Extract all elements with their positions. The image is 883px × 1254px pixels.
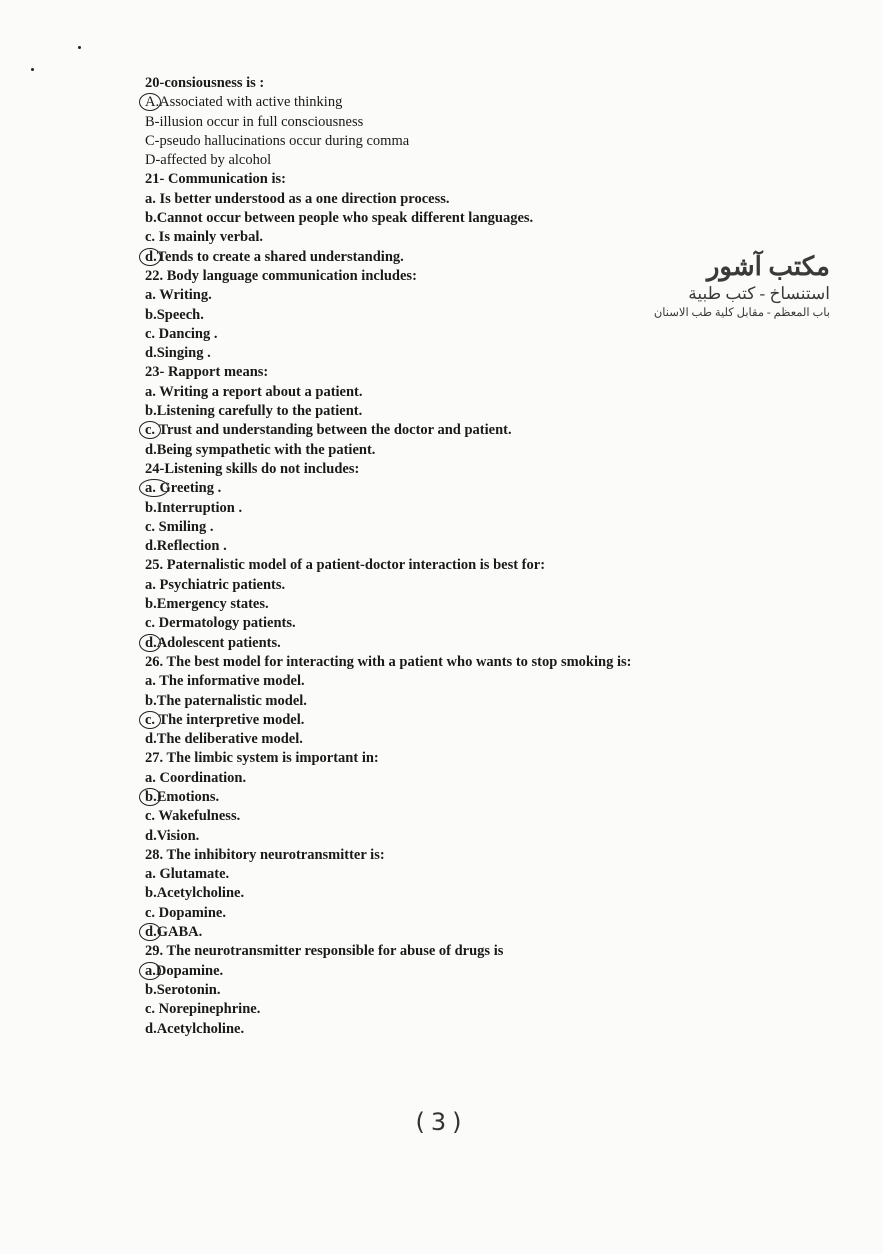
answer-circle-mark (139, 923, 161, 941)
answer-option-selected (145, 634, 845, 653)
option-marker: c. (145, 711, 156, 728)
answer-option-selected (145, 711, 845, 730)
answer-option: d.Vision. (145, 827, 200, 844)
question-stem: 22. Body language communication includes: (145, 267, 417, 284)
answer-option: D-affected by alcohol (145, 152, 272, 169)
option-text: Associated with active thinking (159, 94, 343, 111)
option-text: Emotions. (156, 788, 220, 805)
answer-option: C-pseudo hallucinations occur during comma (145, 132, 410, 149)
option-marker: d. (145, 924, 157, 941)
question-stem: 28. The inhibitory neurotransmitter is: (145, 846, 385, 863)
option-marker: d. (145, 248, 157, 265)
question-list (145, 74, 845, 1039)
answer-circle-mark (139, 248, 161, 266)
shop-stamp (630, 250, 830, 322)
answer-option-selected (145, 923, 845, 942)
answer-option: c. Norepinephrine. (145, 1001, 261, 1018)
answer-circle-mark (139, 788, 161, 806)
answer-option-selected (145, 962, 845, 981)
option-marker: b. (145, 788, 157, 805)
scan-speck (31, 68, 34, 71)
answer-option: b.Cannot occur between people who speak different languages. (145, 210, 534, 227)
question-stem: 25. Paternalistic model of a patient-doctor interaction is best for: (145, 557, 546, 574)
answer-option: c. Wakefulness. (145, 808, 241, 825)
stamp-address: باب المعظم - مقابل كلية طب الاسنان (653, 307, 830, 319)
answer-option: a. Writing. (145, 287, 212, 304)
option-text: Dopamine. (155, 962, 224, 979)
answer-option: a. Writing a report about a patient. (145, 383, 363, 400)
answer-option-selected (145, 421, 845, 440)
answer-option: a. Coordination. (145, 769, 247, 786)
answer-option: d.Singing . (145, 345, 211, 362)
question-stem: 23- Rapport means: (145, 364, 269, 381)
answer-option: d.Reflection . (145, 538, 227, 555)
answer-circle-mark (139, 711, 161, 729)
question-stem: 20-consiousness is : (145, 75, 265, 91)
stamp-shop-name: مكتب آشور (706, 252, 830, 281)
answer-option-selected (145, 93, 845, 112)
option-text: The interpretive model. (158, 711, 305, 728)
answer-option: b.Listening carefully to the patient. (145, 403, 363, 420)
answer-option: b.The paternalistic model. (145, 692, 307, 709)
question-stem: 21- Communication is: (145, 171, 286, 188)
option-text: GABA. (156, 924, 203, 941)
answer-option: a. Is better understood as a one direction process. (145, 190, 450, 207)
option-text: Greeting . (159, 480, 222, 497)
answer-option: d.The deliberative model. (145, 731, 303, 748)
option-marker: a. (145, 480, 156, 497)
option-marker: d. (145, 634, 157, 651)
option-marker: c. (145, 422, 156, 439)
answer-circle-mark (139, 634, 161, 652)
answer-option: c. Is mainly verbal. (145, 229, 264, 246)
answer-option: a. Glutamate. (145, 866, 230, 883)
page-number: (3) (415, 1108, 468, 1136)
answer-option-selected (145, 788, 845, 807)
answer-option: b.Acetylcholine. (145, 885, 245, 902)
answer-option: b.Emergency states. (145, 596, 269, 613)
question-stem: 27. The limbic system is important in: (145, 750, 379, 767)
answer-option: b.Interruption . (145, 499, 243, 516)
answer-option: b.Speech. (145, 306, 204, 323)
answer-option: a. The informative model. (145, 673, 305, 690)
question-stem: 26. The best model for interacting with a patient who wants to stop smoking is: (145, 653, 632, 670)
answer-option: c. Smiling . (145, 518, 214, 535)
answer-option: c. Dermatology patients. (145, 615, 296, 632)
option-text: Trust and understanding between the doctor and patient. (158, 422, 512, 439)
option-text: Tends to create a shared understanding. (156, 248, 404, 265)
question-stem: 24-Listening skills do not includes: (145, 460, 360, 477)
answer-option: d.Acetylcholine. (145, 1020, 245, 1037)
answer-option: c. Dopamine. (145, 904, 226, 921)
answer-option: b.Serotonin. (145, 981, 221, 998)
option-marker: a. (145, 962, 156, 979)
option-text: Adolescent patients. (156, 634, 281, 651)
option-marker: A. (145, 94, 160, 111)
question-stem: 29. The neurotransmitter responsible for abuse of drugs is (145, 943, 504, 960)
answer-option: a. Psychiatric patients. (145, 576, 286, 593)
answer-option-selected (145, 479, 845, 498)
answer-option: d.Being sympathetic with the patient. (145, 441, 376, 458)
answer-option: c. Dancing . (145, 325, 218, 342)
scan-speck (78, 46, 81, 49)
stamp-services: استنساخ - كتب طبية (688, 284, 830, 303)
answer-option: B-illusion occur in full consciousness (145, 113, 364, 130)
answer-circle-mark (139, 962, 161, 980)
